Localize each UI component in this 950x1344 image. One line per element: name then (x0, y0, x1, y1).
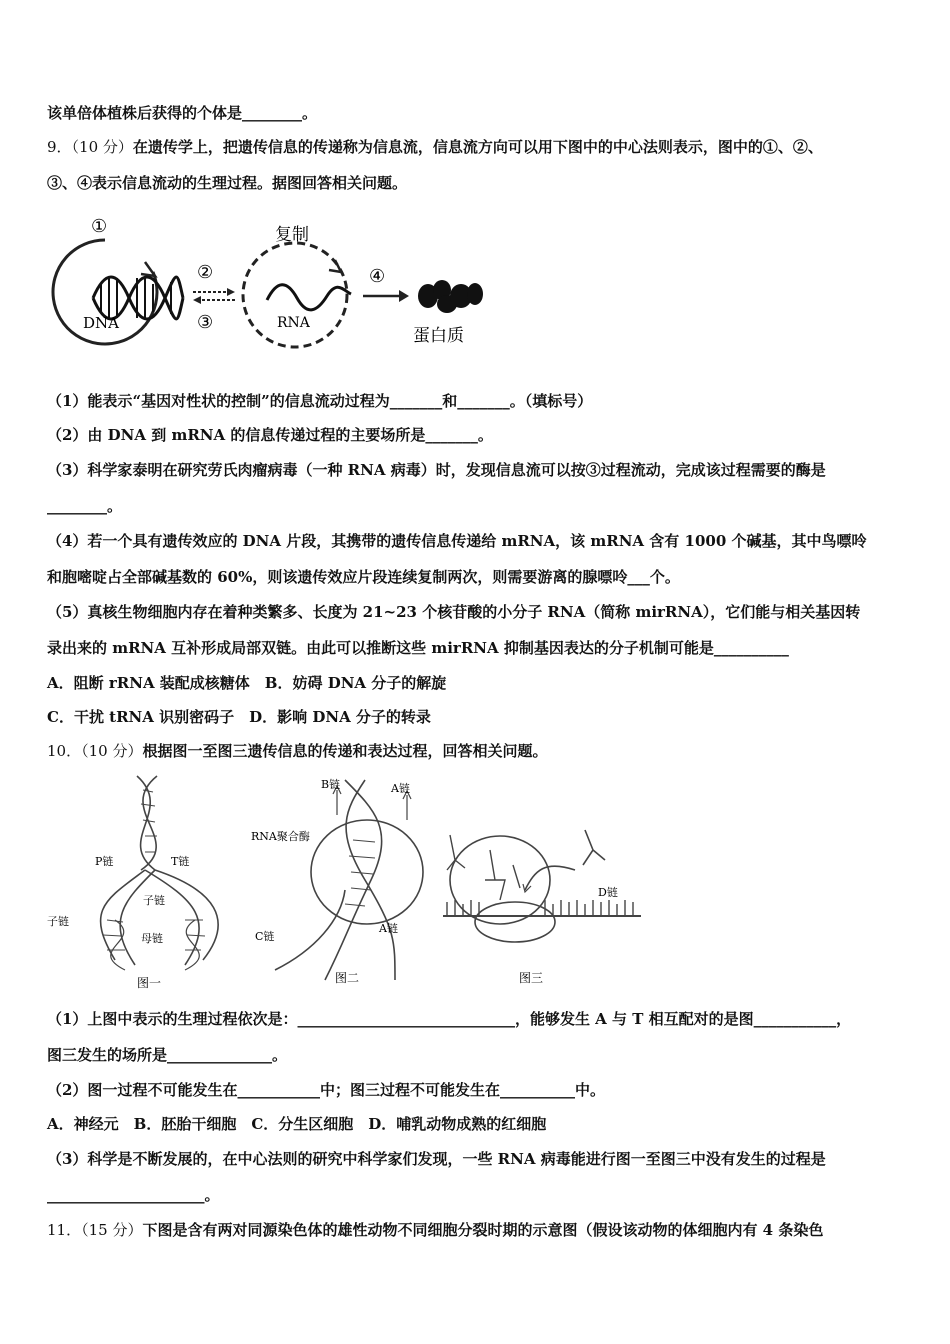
question-text: 下图是含有两对同源染色体的雄性动物不同细胞分裂时期的示意图（假设该动物的体细胞内有 4 条染色 (142, 1221, 824, 1239)
label-daughter-chain: 子链 (143, 894, 165, 907)
question-9-part-4: （4）若一个具有遗传效应的 DNA 片段，其携带的遗传信息传递给 mRNA，该 mRNA 含有 1000 个碱基，其中鸟嘌呤 (47, 532, 867, 550)
text-line: ③、④表示信息流动的生理过程。据图回答相关问题。 (47, 174, 408, 192)
question-text: 在遗传学上，把遗传信息的传递称为信息流，信息流方向可以用下图中的中心法则表示，图中的①、②、 (132, 138, 823, 156)
question-number: 10．（10 分） (47, 742, 143, 760)
rna-strand-icon (267, 285, 351, 310)
question-10-part-3: （3）科学是不断发展的，在中心法则的研究中科学家们发现，一些 RNA 病毒能进行图一至图三中没有发生的过程是 (47, 1150, 826, 1168)
figure-2-caption: 图二 (335, 971, 360, 985)
question-9-part-2: （2）由 DNA 到 mRNA 的信息传递过程的主要场所是_______。 (47, 426, 493, 444)
dna-helix-icon (93, 277, 183, 319)
question-10-stem (47, 741, 547, 761)
label-circle-3: ③ (197, 312, 214, 333)
label-d-chain: D链 (598, 886, 618, 899)
label-parent-chain: 母链 (141, 932, 163, 945)
question-9-part-3: （3）科学家泰明在研究劳氏肉瘤病毒（一种 RNA 病毒）时，发现信息流可以按③过程流动，完成该过程需要的酶是 (47, 461, 826, 479)
question-10-part-1: （1）上图中表示的生理过程依次是：_____________________________，能够发生 A 与 T 相互配对的是图___________， (47, 1010, 852, 1028)
question-10-part-2: （2）图一过程不可能发生在___________中；图三过程不可能发生在__________中。 (47, 1081, 605, 1099)
arrowhead-icon (329, 260, 341, 272)
figure-1-caption: 图一 (137, 976, 162, 990)
question-text: 根据图一至图三遗传信息的传递和表达过程，回答相关问题。 (142, 742, 548, 760)
question-9-part-1: （1）能表示“基因对性状的控制”的信息流动过程为_______和_______。（填标号） (47, 392, 593, 410)
question-9-part-5: （5）真核生物细胞内存在着种类繁多、长度为 21~23 个核苷酸的小分子 RNA（简称 mirRNA），它们能与相关基因转 (47, 603, 861, 621)
text-line: 该单倍体植株后获得的个体是________。 (47, 104, 318, 122)
label-rna: RNA (277, 315, 310, 331)
label-c-chain: C链 (255, 930, 275, 943)
figure-3-caption: 图三 (519, 971, 544, 985)
arrowhead-icon (399, 290, 409, 302)
arrowhead-icon (193, 296, 201, 304)
answer-options: A．神经元 B．胚胎干细胞 C．分生区细胞 D．哺乳动物成熟的红细胞 (47, 1115, 547, 1133)
arrowhead-icon (141, 262, 155, 276)
label-dna: DNA (83, 314, 119, 332)
label-p-chain: P链 (95, 855, 114, 868)
protein-icon (418, 280, 483, 313)
text-line: 图三发生的场所是______________。 (47, 1046, 288, 1064)
text-line: _____________________。 (47, 1186, 220, 1204)
label-a-chain-top: A链 (391, 782, 410, 795)
label-t-chain: T链 (171, 855, 190, 868)
label-daughter-chain-left: 子链 (47, 915, 69, 928)
label-circle-2: ② (197, 262, 214, 283)
transcription-diagram (275, 780, 423, 980)
text-line: 和胞嘧啶占全部碱基数的 60%，则该遗传效应片段连续复制两次，则需要游离的腺嘌呤___个。 (47, 568, 680, 586)
question-number: 11．（15 分） (47, 1221, 143, 1239)
text-line: 录出来的 mRNA 互补形成局部双链。由此可以推断这些 mirRNA 抑制基因表达的分子机制可能是__________ (47, 639, 789, 657)
label-circle-1: ① (91, 216, 108, 237)
central-dogma-figure (45, 210, 495, 355)
label-rna-polymerase: RNA聚合酶 (251, 830, 310, 843)
label-protein: 蛋白质 (413, 326, 464, 346)
question-number: 9．（10 分） (47, 138, 133, 156)
answer-options: C．干扰 tRNA 识别密码子 D．影响 DNA 分子的转录 (47, 708, 431, 726)
label-b-chain: B链 (321, 778, 341, 791)
gene-expression-figure (45, 770, 645, 992)
question-9-stem (47, 137, 823, 157)
label-replicate: 复制 (275, 225, 309, 245)
answer-options: A．阻断 rRNA 装配成核糖体 B．妨碍 DNA 分子的解旋 (47, 674, 447, 692)
arrowhead-icon (227, 288, 235, 296)
question-11-stem (47, 1220, 823, 1240)
text-line: ________。 (47, 497, 123, 515)
label-a-chain-bottom: A链 (379, 922, 398, 935)
label-circle-4: ④ (369, 266, 386, 287)
